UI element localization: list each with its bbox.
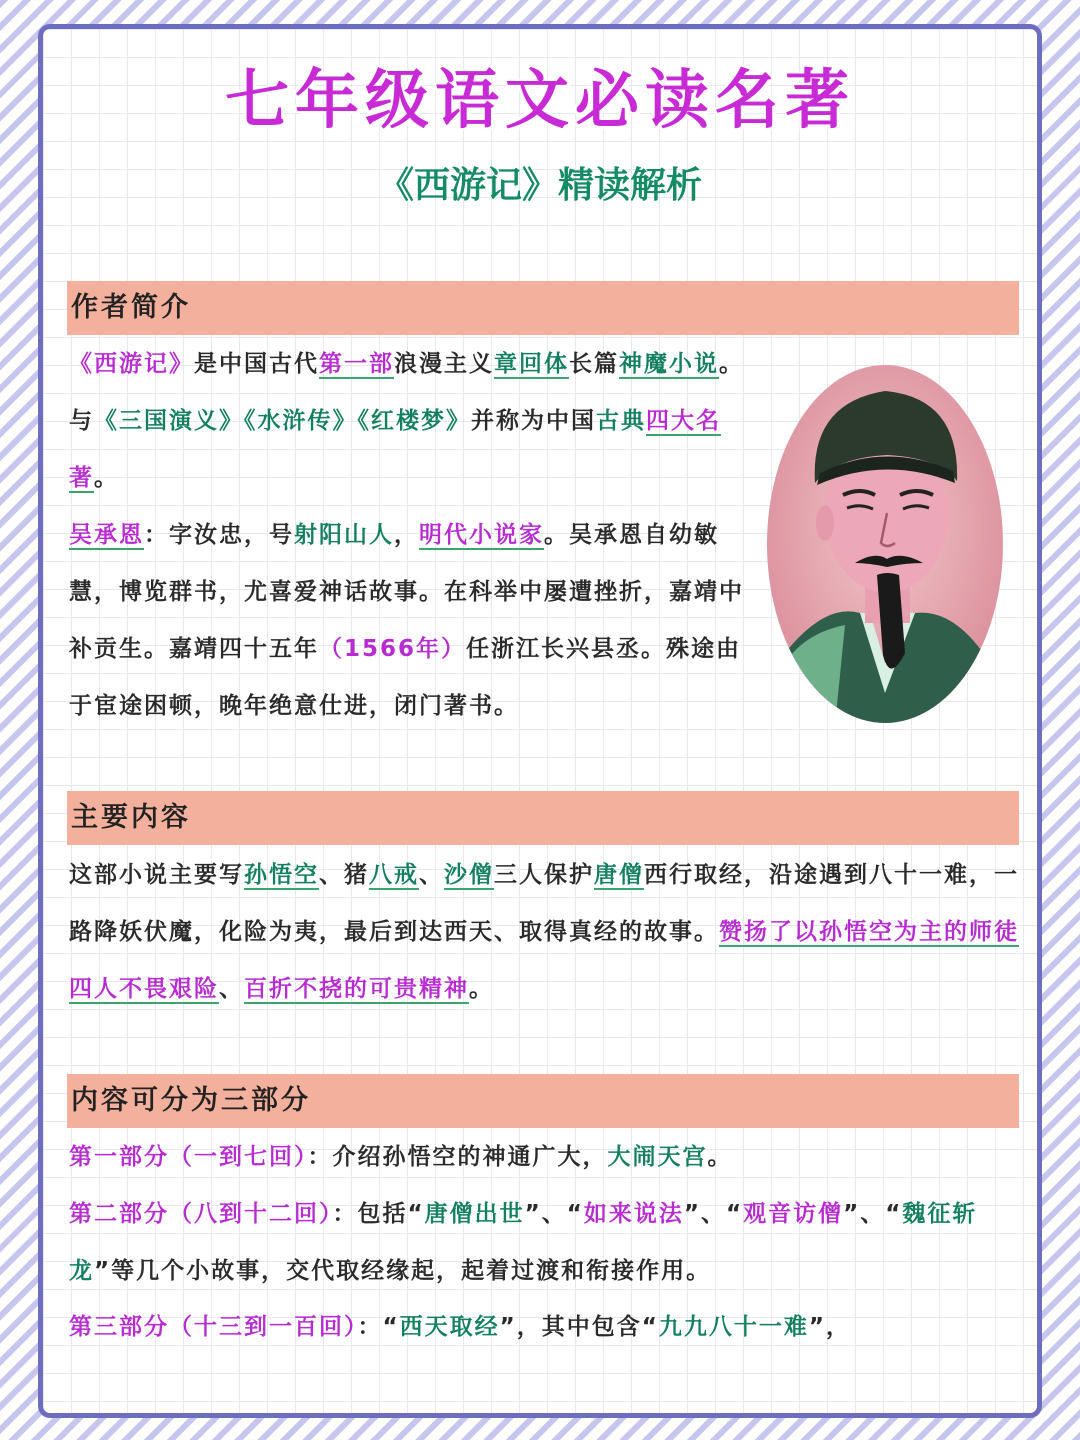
highlight-text: 吴承恩 <box>69 522 144 548</box>
highlight-text: 唐僧 <box>594 862 644 888</box>
highlight-text: 第三部分（十三到一百回） <box>69 1314 358 1340</box>
parts-section-heading: 内容可分为三部分 <box>67 1074 1019 1128</box>
highlight-text: 《西游记》 <box>69 351 194 377</box>
body-text: ”、“ <box>524 1201 584 1227</box>
body-text: 。吴承恩自幼敏慧，博览群书，尤喜爱神话故事。在科举中屡遭挫折，嘉靖中补贡生。嘉靖四十五年 <box>69 522 744 662</box>
body-text: 。 <box>707 1144 733 1170</box>
content-paragraph <box>69 847 1025 1018</box>
highlight-text: 神魔小说 <box>619 351 719 377</box>
highlight-text: 大闹天宫 <box>607 1144 708 1170</box>
body-text: 是中国古代 <box>194 351 319 377</box>
page-subtitle: 《西游记》精读解析 <box>377 165 702 206</box>
body-text: ”、“ <box>843 1201 903 1227</box>
highlight-text: 八戒 <box>369 862 419 888</box>
author-section-heading: 作者简介 <box>67 281 1019 335</box>
body-text: 浪漫主义 <box>394 351 494 377</box>
highlight-text: 第一部 <box>319 351 394 377</box>
body-text: ”、“ <box>683 1201 744 1227</box>
highlight-text: 百折不挠的可贵精神 <box>244 976 469 1002</box>
highlight-text: 如来说法 <box>583 1201 684 1227</box>
highlight-text: 西天取经 <box>399 1314 500 1340</box>
part-one-paragraph <box>69 1129 1025 1186</box>
highlight-text: 沙僧 <box>444 862 494 888</box>
body-text: ：介绍孙悟空的神通广大， <box>307 1144 608 1170</box>
highlight-text: 古典 <box>596 408 646 434</box>
body-text: ：包括“ <box>332 1201 425 1227</box>
author-intro-paragraph <box>69 336 749 507</box>
highlight-text: （1566年） <box>319 636 467 662</box>
body-text: 。与 <box>69 351 744 434</box>
body-text: 。 <box>94 465 119 491</box>
content-section-heading: 主要内容 <box>67 791 1019 845</box>
body-text: 、 <box>219 976 244 1002</box>
highlight-text: 四大名著 <box>69 408 721 491</box>
scholar-portrait-icon <box>765 363 1005 725</box>
body-text: 这部小说主要写 <box>69 862 244 888</box>
part-three-paragraph <box>69 1299 1025 1356</box>
body-text: ：“ <box>357 1314 400 1340</box>
body-text: ”等几个小故事，交代取经缘起，起着过渡和衔接作用。 <box>94 1258 712 1284</box>
page-title: 七年级语文必读名著 <box>225 64 855 138</box>
highlight-text: 唐僧出世 <box>424 1201 525 1227</box>
body-text: 。 <box>469 976 494 1002</box>
body-text: 长篇 <box>569 351 619 377</box>
body-text: 任浙江长兴县丞。殊途由于宦途困顿，晚年绝意仕进，闭门著书。 <box>69 636 742 719</box>
part-two-paragraph <box>69 1186 1025 1300</box>
highlight-text: 赞扬了以孙悟空为主的师徒四人不畏艰险 <box>69 919 1019 1002</box>
body-text: ：字汝忠，号 <box>144 522 294 548</box>
highlight-text: 射阳山人 <box>294 522 394 548</box>
highlight-text: 章回体 <box>494 351 569 377</box>
document-card <box>38 24 1042 1418</box>
body-text: ”， <box>808 1314 851 1340</box>
body-text: 、 <box>419 862 444 888</box>
body-text: 西行取经，沿途遇到八十一难，一路降妖伏魔，化险为夷，最后到达西天、取得真经的故事。 <box>69 862 1019 945</box>
highlight-text: 第二部分（八到十二回） <box>69 1201 333 1227</box>
highlight-text: 《三国演义》《水浒传》《红楼梦》 <box>94 408 471 434</box>
highlight-text: 魏征斩龙 <box>69 1201 978 1284</box>
body-text: ”，其中包含“ <box>499 1314 659 1340</box>
highlight-text: 观音访僧 <box>743 1201 844 1227</box>
highlight-text: 孙悟空 <box>244 862 319 888</box>
body-text: 并称为中国 <box>471 408 596 434</box>
body-text: ， <box>394 522 419 548</box>
body-text: 、猪 <box>319 862 369 888</box>
highlight-text: 九九八十一难 <box>658 1314 809 1340</box>
body-text: 三人保护 <box>494 862 594 888</box>
highlight-text: 第一部分（一到七回） <box>69 1144 308 1170</box>
highlight-text: 明代小说家 <box>419 522 544 548</box>
author-bio-paragraph <box>69 507 749 735</box>
